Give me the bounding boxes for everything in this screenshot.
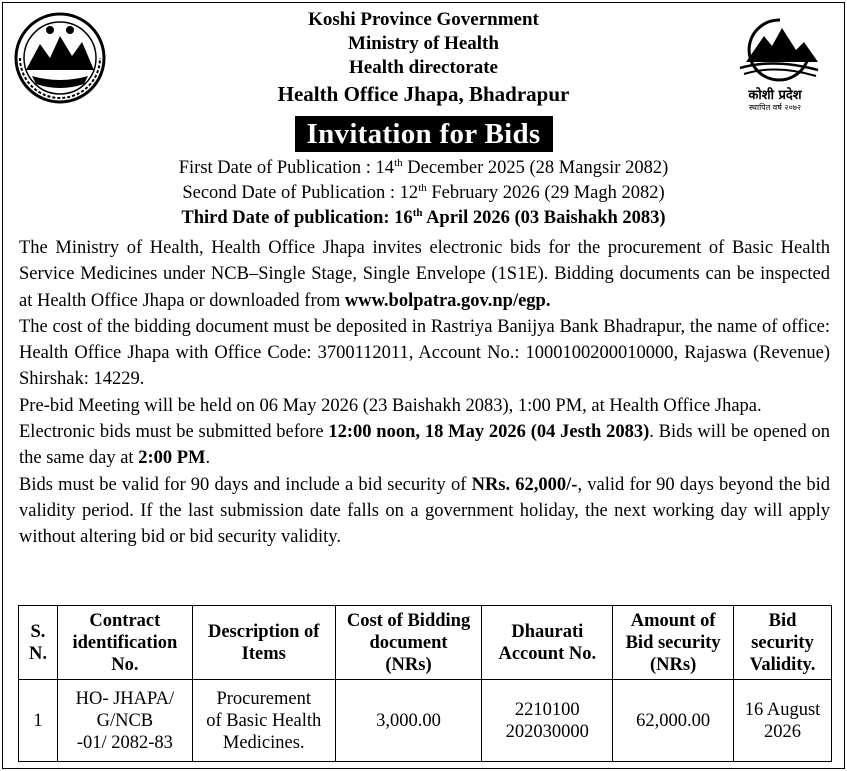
paragraph-bid-validity: [19, 472, 830, 551]
header-line: Validity.: [749, 654, 816, 675]
first-date-suffix: December 2025 (28 Mangsir 2082): [402, 158, 669, 178]
submission-deadline: 12:00 noon, 18 May 2026 (04 Jesth 2083): [328, 422, 650, 443]
cell-line: Medicines.: [222, 732, 305, 753]
validity-text-c: , valid for 90 days beyond the bid validity period. If the last submission date falls on a government holiday, the next working day will apply without altering bid or bid security validity.: [19, 474, 830, 548]
header-security-validity: [734, 606, 832, 680]
cell-line: 3,000.00: [376, 710, 441, 731]
cell-line: -01/ 2082-83: [76, 732, 173, 753]
table-header-row: [19, 606, 832, 680]
header-line: Contract: [89, 610, 161, 631]
second-date-sup: th: [418, 181, 427, 194]
cell-bid-security-amount: [613, 680, 734, 762]
header-line: identification: [72, 632, 178, 653]
cell-line: 1: [33, 710, 43, 731]
paragraph-prebid-meeting: Pre-bid Meeting will be held on 06 May 2026 (23 Baishakh 2083), 1:00 PM, at Health Office Jhapa.: [19, 395, 762, 416]
header-line: Amount of: [630, 610, 716, 631]
cell-line: G/NCB: [96, 710, 154, 731]
header-line: Account No.: [498, 643, 597, 664]
third-date-prefix: Third Date of publication: 16: [181, 208, 413, 228]
submission-text-c: . Bids will be opened on the same day at: [19, 422, 830, 469]
header-line: No.: [111, 654, 139, 675]
cell-serial-number: [19, 680, 58, 762]
cell-dhaurati-account: [482, 680, 613, 762]
paragraph-submission: [19, 419, 830, 472]
third-publication-date: [0, 206, 847, 231]
emblem-text-name: कोशी प्रदेश: [748, 88, 802, 103]
province-name: Koshi Province Government: [308, 9, 539, 30]
ministry-name: Ministry of Health: [348, 33, 499, 54]
table-row: [19, 680, 832, 762]
first-date-prefix: First Date of Publication : 14: [178, 158, 395, 178]
second-date-suffix: February 2026 (29 Magh 2082): [426, 183, 665, 203]
cell-line: 2210100: [514, 699, 580, 720]
emblem-text-year: स्थापित वर्ष २०७२: [748, 103, 802, 112]
header-line: S.: [30, 621, 46, 642]
cell-description: [192, 680, 335, 762]
cell-line: HO- JHAPA/: [75, 688, 175, 709]
cell-line: 2026: [764, 721, 802, 742]
office-name: Health Office Jhapa, Bhadrapur: [277, 82, 570, 106]
paragraph-procurement: [19, 235, 830, 314]
header-line: security: [751, 632, 814, 653]
header-contract-id: [57, 606, 192, 680]
third-date-suffix: April 2026 (03 Baishakh 2083): [422, 208, 666, 228]
cell-line: of Basic Health: [206, 710, 322, 731]
bid-security-amount: NRs. 62,000/-: [471, 474, 578, 495]
header-line: Items: [241, 643, 286, 664]
header-line: N.: [28, 643, 47, 664]
opening-time: 2:00 PM: [138, 448, 206, 469]
first-publication-date: [0, 156, 847, 181]
notice-body: [19, 235, 830, 551]
bolpatra-link[interactable]: www.bolpatra.gov.np/egp.: [344, 290, 551, 311]
third-date-sup: th: [412, 206, 423, 219]
cell-line: Procurement: [216, 688, 311, 709]
header-line: (NRs): [385, 654, 432, 675]
directorate-name: Health directorate: [349, 57, 498, 78]
header-description: [192, 606, 335, 680]
cell-line: 62,000.00: [636, 710, 711, 731]
header-line: Bid: [768, 610, 797, 631]
cell-line: 202030000: [505, 721, 589, 742]
header-line: Description of: [207, 621, 320, 642]
cell-contract-id: [57, 680, 192, 762]
submission-text-e: .: [205, 448, 211, 469]
cell-line: 16 August: [744, 699, 821, 720]
title-wrapper: [0, 116, 847, 152]
validity-text-a: Bids must be valid for 90 days and include a bid security of: [19, 474, 472, 495]
header-line: document: [369, 632, 448, 653]
header-line: (NRs): [650, 654, 697, 675]
header-line: Cost of Bidding: [346, 610, 471, 631]
header-line: Dhaurati: [511, 621, 584, 642]
header-serial-number: [19, 606, 58, 680]
cell-security-validity: [734, 680, 832, 762]
header-document-cost: [335, 606, 482, 680]
cell-document-cost: [335, 680, 482, 762]
bid-table: [18, 605, 832, 762]
submission-text-a: Electronic bids must be submitted before: [19, 422, 329, 443]
paragraph-document-cost: The cost of the bidding document must be deposited in Rastriya Banijya Bank Bhadrapur, the name of office: Health Office Jhapa with Office Code: 3700112011, Account No.: 1000100200010000, Rajaswa (Revenue) Shirshak: 14229.: [19, 316, 830, 390]
second-publication-date: [0, 181, 847, 206]
header-line: Bid security: [625, 632, 721, 653]
header-bid-security-amount: [613, 606, 734, 680]
header-dhaurati-account: [482, 606, 613, 680]
publication-dates: [0, 156, 847, 231]
letterhead: [0, 8, 847, 108]
procurement-text: The Ministry of Health, Health Office Jhapa invites electronic bids for the procurement of Basic Health Service Medicines under NCB–Single Stage, Single Envelope (1S1E). Bidding documents can be inspected at Health Office Jhapa or downloaded from: [19, 238, 830, 311]
first-date-sup: th: [394, 156, 403, 169]
second-date-prefix: Second Date of Publication : 12: [182, 183, 419, 203]
page-title: Invitation for Bids: [295, 116, 553, 152]
